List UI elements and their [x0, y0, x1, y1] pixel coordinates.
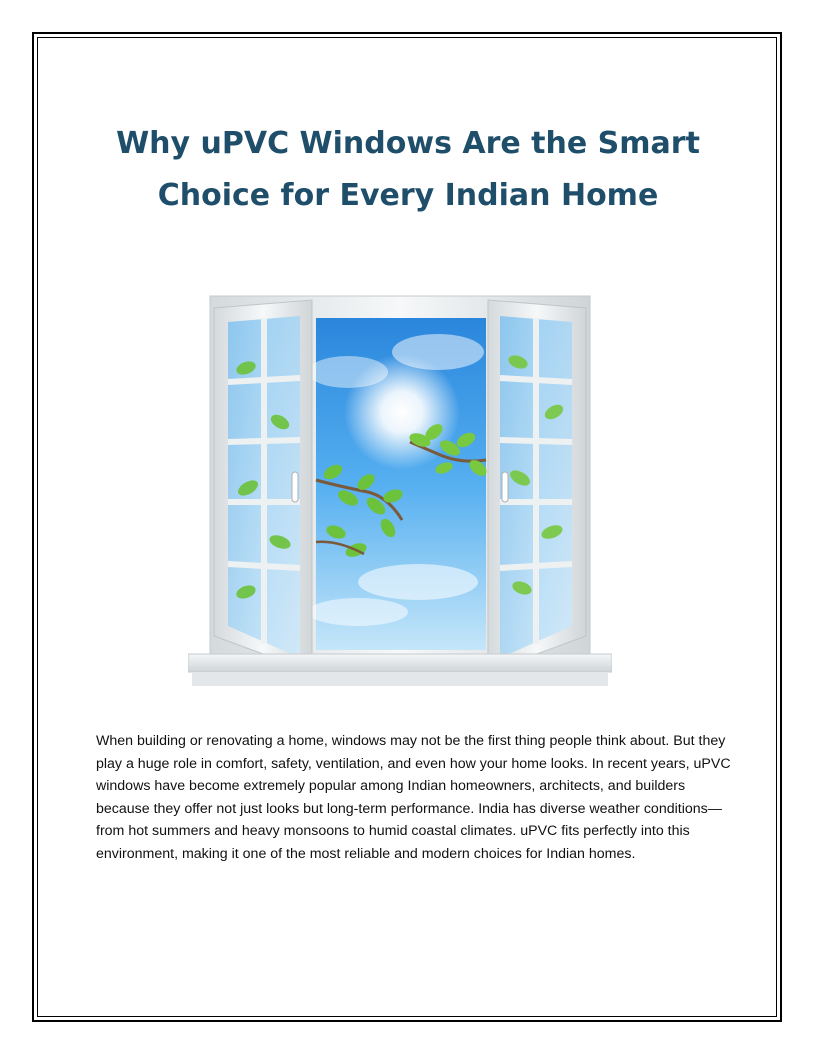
page-title-line-2: Choice for Every Indian Home — [157, 178, 659, 213]
page-title — [60, 118, 756, 222]
open-window-illustration — [188, 292, 612, 690]
open-window-icon — [188, 292, 612, 690]
page-title-line-1: Why uPVC Windows Are the Smart — [116, 126, 700, 161]
body-paragraph: When building or renovating a home, windows may not be the first thing people think about. But they play a huge role in comfort, safety, ventilation, and even how your home looks. In recent years, uPVC windows have become extremely popular among Indian homeowners, architects, and builders because they offer not just looks but long-term performance. India has diverse weather conditions—from hot summers and heavy monsoons to humid coastal climates. uPVC fits perfectly into this environment, making it one of the most reliable and modern choices for Indian homes. — [96, 733, 731, 862]
